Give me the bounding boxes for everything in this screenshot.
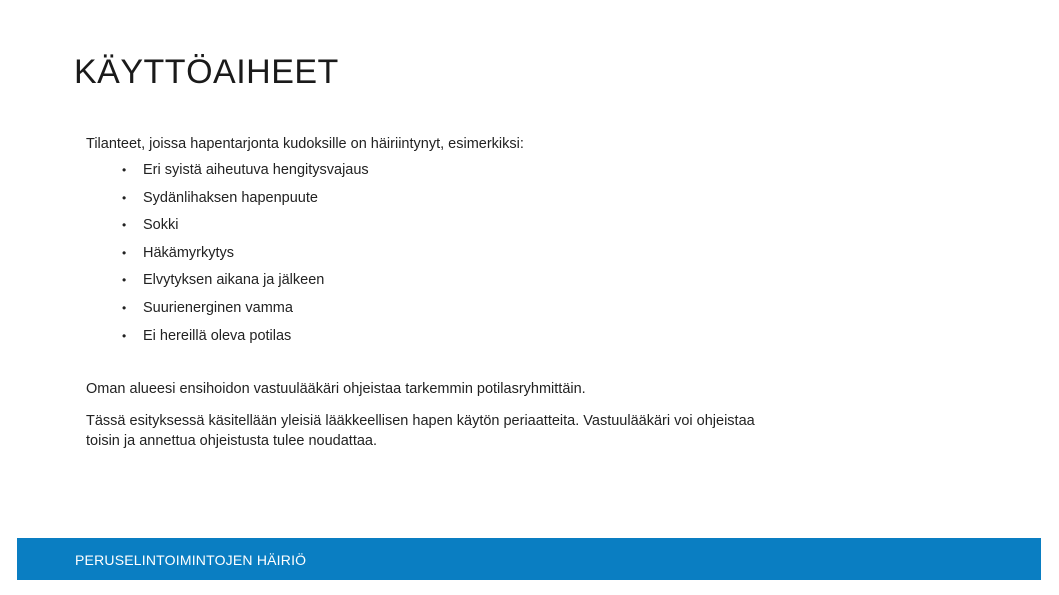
list-item	[86, 160, 806, 188]
list-item-text: Ei hereillä oleva potilas	[143, 327, 292, 344]
list-item-text: Elvytyksen aikana ja jälkeen	[143, 272, 325, 289]
bullet-icon: •	[122, 273, 127, 288]
guidance-note: Tässä esityksessä käsitellään yleisiä lääkkeellisen hapen käytön periaatteita. Vastuulääkäri voi ohjeistaa toisin ja annettua ohjeistusta tulee noudattaa.	[86, 413, 755, 450]
bullet-icon: •	[122, 245, 127, 260]
list-item	[86, 243, 806, 271]
list-item	[86, 188, 806, 216]
list-item-text: Suurienerginen vamma	[143, 299, 293, 316]
footer-title: PERUSELINTOIMINTOJEN HÄIRIÖ	[75, 552, 307, 568]
slide-title: KÄYTTÖAIHEET	[74, 53, 339, 91]
bullet-icon: •	[122, 218, 127, 233]
list-item	[86, 298, 806, 326]
footer-bar	[17, 538, 1041, 580]
intro-text: Tilanteet, joissa hapentarjonta kudoksille on häiriintynyt, esimerkiksi:	[86, 136, 524, 152]
bullet-icon: •	[122, 190, 127, 205]
bullet-icon: •	[122, 328, 127, 343]
list-item-text: Eri syistä aiheutuva hengitysvajaus	[143, 162, 369, 178]
physician-note: Oman alueesi ensihoidon vastuulääkäri ohjeistaa tarkemmin potilasryhmittäin.	[86, 381, 586, 398]
list-item	[86, 270, 806, 298]
bullet-icon: •	[122, 163, 127, 177]
list-item	[86, 215, 806, 243]
slide-content	[86, 134, 806, 451]
list-item-text: Sokki	[143, 217, 179, 234]
list-item-text: Häkämyrkytys	[143, 244, 235, 261]
bullet-list	[86, 160, 806, 353]
list-item-text: Sydänlihaksen hapenpuute	[143, 189, 318, 206]
bullet-icon: •	[122, 300, 127, 315]
list-item	[86, 326, 806, 354]
